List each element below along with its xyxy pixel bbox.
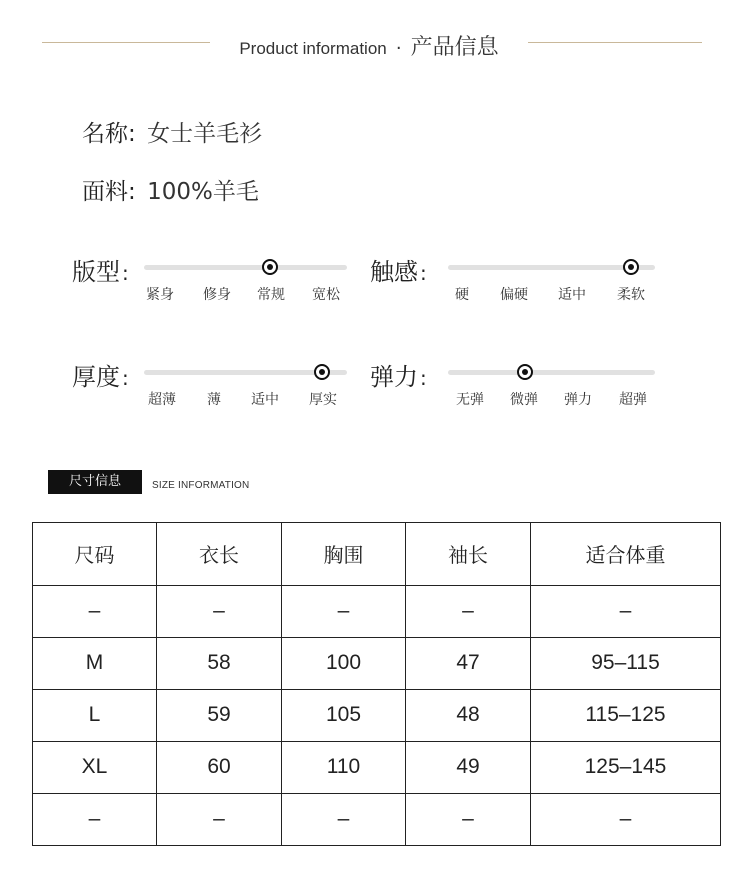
- info-label: 面料: [82, 179, 128, 205]
- info-label: 名称: [82, 121, 128, 147]
- slider-label-text: 版型: [72, 258, 120, 286]
- info-colon: :: [128, 121, 136, 147]
- header-divider-left: [42, 42, 210, 43]
- table-row: [33, 585, 721, 637]
- table-cell: 48: [406, 689, 531, 741]
- slider-option: 修身: [203, 287, 231, 303]
- table-cell: –: [33, 585, 157, 637]
- slider-option: 偏硬: [500, 287, 528, 303]
- slider-option: 无弹: [456, 392, 484, 408]
- slider-option: 弹力: [564, 392, 592, 408]
- size-info-badge: 尺寸信息: [48, 470, 142, 494]
- table-cell: –: [282, 793, 406, 845]
- slider-option: 紧身: [146, 287, 174, 303]
- table-cell: 47: [406, 637, 531, 689]
- table-header-cell: 衣长: [157, 523, 282, 586]
- slider-option: 柔软: [617, 287, 645, 303]
- header-title-en: Product information: [239, 39, 387, 58]
- table-header-cell: 袖长: [406, 523, 531, 586]
- table-cell: 115–125: [531, 689, 721, 741]
- slider-fit: [72, 252, 362, 312]
- table-cell: –: [531, 585, 721, 637]
- slider-option: 超薄: [148, 392, 176, 408]
- table-row: [33, 637, 721, 689]
- slider-option: 适中: [251, 392, 279, 408]
- slider-label-text: 弹力: [370, 363, 418, 391]
- table-cell: 95–115: [531, 637, 721, 689]
- slider-knob[interactable]: [517, 364, 533, 380]
- slider-elasticity: [370, 357, 670, 417]
- table-cell: 49: [406, 741, 531, 793]
- slider-option: 宽松: [312, 287, 340, 303]
- slider-feel: [370, 252, 670, 312]
- slider-knob[interactable]: [314, 364, 330, 380]
- table-header-row: [33, 523, 721, 586]
- table-row: [33, 741, 721, 793]
- table-cell: L: [33, 689, 157, 741]
- header-title-cn: 产品信息: [410, 35, 499, 60]
- slider-option: 超弹: [619, 392, 647, 408]
- table-cell: –: [406, 793, 531, 845]
- table-cell: 110: [282, 741, 406, 793]
- info-value: 100%羊毛: [147, 179, 259, 205]
- slider-thickness: [72, 357, 362, 417]
- table-cell: 105: [282, 689, 406, 741]
- slider-track: [144, 265, 347, 270]
- table-cell: 100: [282, 637, 406, 689]
- slider-colon: :: [420, 261, 427, 285]
- size-table: [32, 522, 721, 846]
- table-cell: 59: [157, 689, 282, 741]
- slider-option: 厚实: [309, 392, 337, 408]
- slider-colon: :: [122, 261, 129, 285]
- table-row: [33, 793, 721, 845]
- info-value: 女士羊毛衫: [147, 121, 263, 147]
- slider-colon: :: [122, 366, 129, 390]
- info-name-row: [82, 115, 262, 148]
- slider-option: 适中: [558, 287, 586, 303]
- table-header-cell: 尺码: [33, 523, 157, 586]
- header-separator: ·: [395, 38, 402, 59]
- info-fabric-row: [82, 173, 259, 206]
- slider-label: [72, 252, 129, 287]
- table-cell: 60: [157, 741, 282, 793]
- table-cell: –: [282, 585, 406, 637]
- slider-option: 薄: [207, 392, 221, 408]
- table-cell: M: [33, 637, 157, 689]
- section-header: [210, 30, 528, 61]
- slider-track: [448, 370, 655, 375]
- slider-knob[interactable]: [262, 259, 278, 275]
- slider-label: [72, 357, 129, 392]
- slider-label-text: 触感: [370, 258, 418, 286]
- table-header-cell: 适合体重: [531, 523, 721, 586]
- slider-label: [370, 357, 427, 392]
- table-row: [33, 689, 721, 741]
- table-cell: –: [157, 585, 282, 637]
- slider-colon: :: [420, 366, 427, 390]
- slider-option: 常规: [257, 287, 285, 303]
- info-colon: :: [128, 179, 136, 205]
- table-cell: –: [157, 793, 282, 845]
- size-info-subtitle: SIZE INFORMATION: [152, 480, 250, 491]
- table-cell: 58: [157, 637, 282, 689]
- table-cell: –: [406, 585, 531, 637]
- table-cell: –: [531, 793, 721, 845]
- table-cell: 125–145: [531, 741, 721, 793]
- slider-knob[interactable]: [623, 259, 639, 275]
- table-header-cell: 胸围: [282, 523, 406, 586]
- slider-label: [370, 252, 427, 287]
- table-cell: –: [33, 793, 157, 845]
- header-divider-right: [528, 42, 702, 43]
- slider-option: 微弹: [510, 392, 538, 408]
- slider-label-text: 厚度: [72, 363, 120, 391]
- slider-option: 硬: [455, 287, 469, 303]
- table-cell: XL: [33, 741, 157, 793]
